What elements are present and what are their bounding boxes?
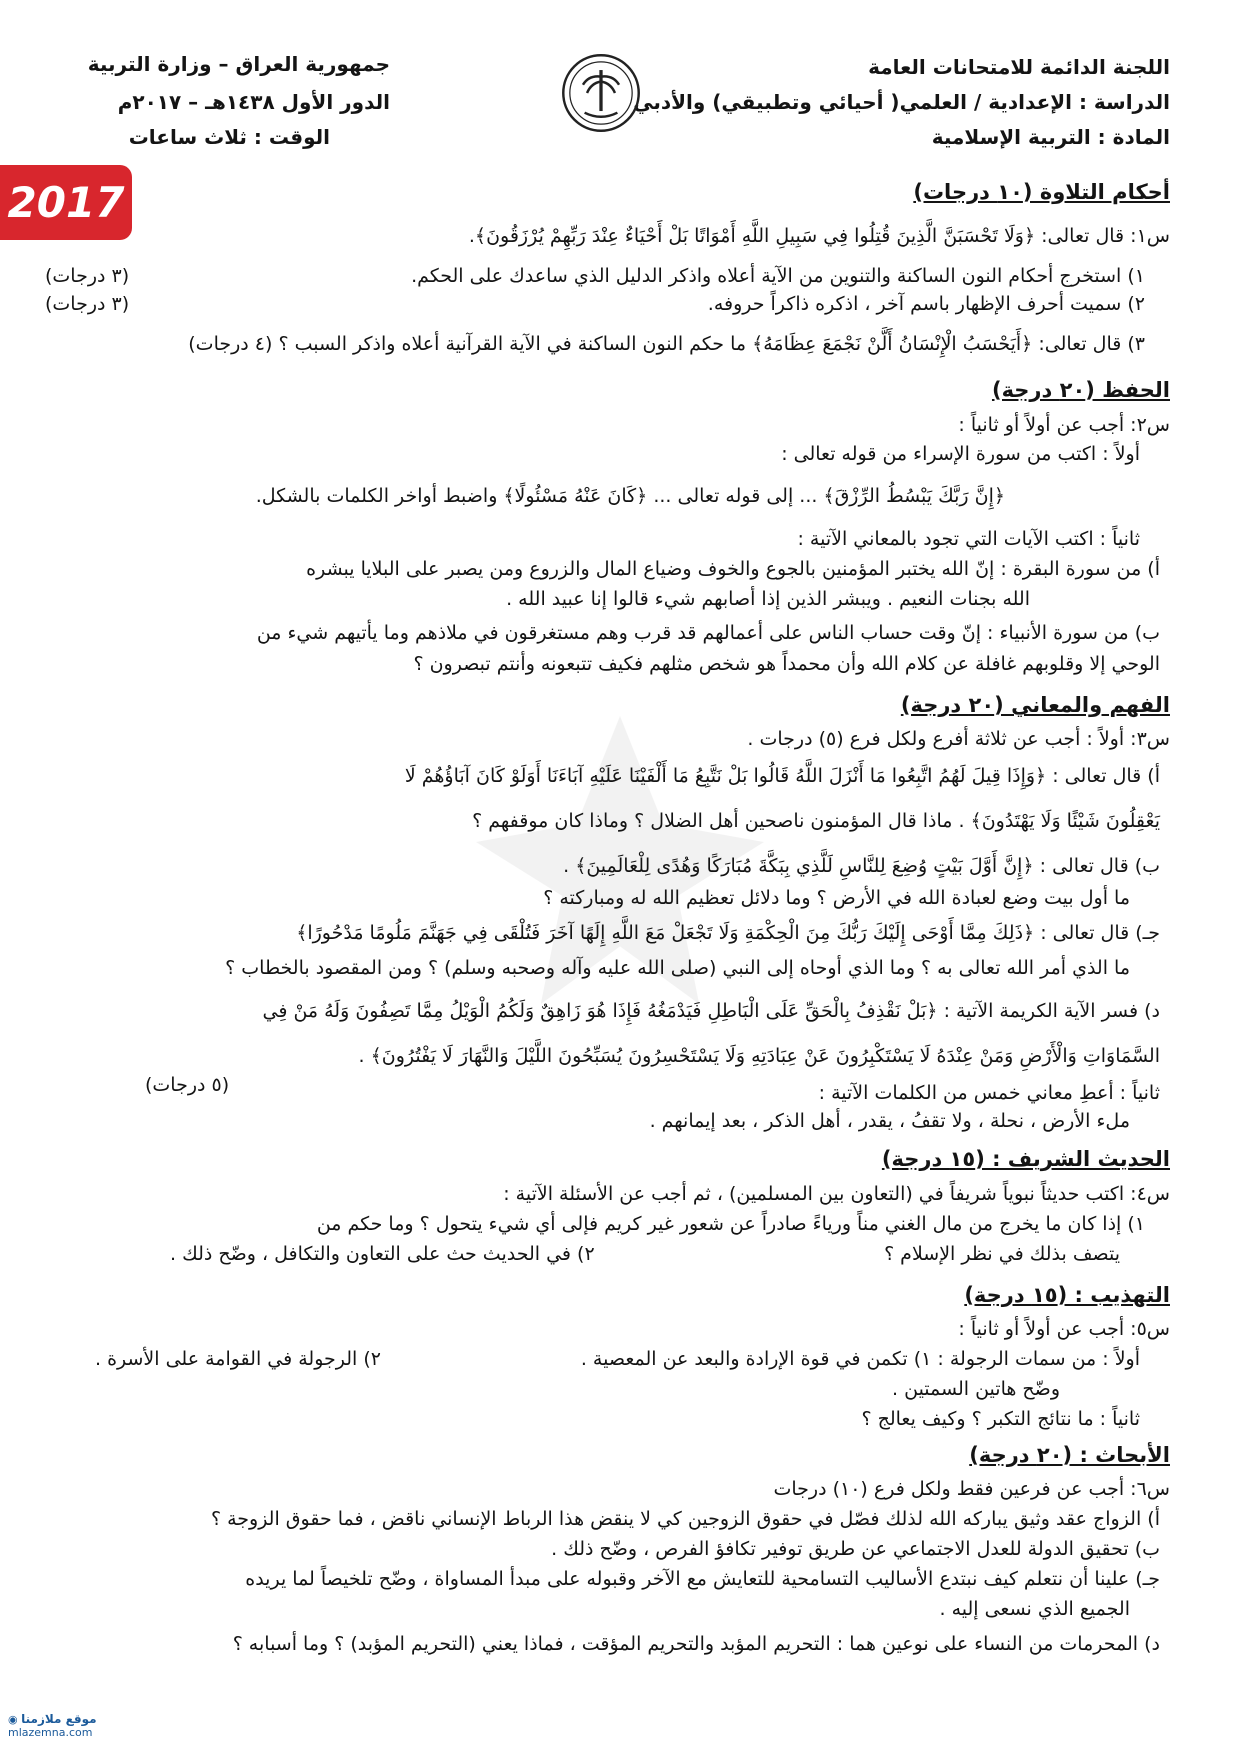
committee-title: اللجنة الدائمة للامتحانات العامة	[868, 55, 1170, 79]
exam-line: الجميع الذي نسعى إليه .	[939, 1598, 1130, 1620]
exam-line: س٦: أجب عن فرعين فقط ولكل فرع (١٠) درجات	[773, 1478, 1170, 1500]
exam-line: ١) استخرج أحكام النون الساكنة والتنوين من الآية أعلاه واذكر الدليل الذي ساعدك على الحكم.	[411, 265, 1145, 287]
exam-line: س٤: اكتب حديثاً نبوياً شريفاً في (التعاون بين المسلمين) ، ثم أجب عن الأسئلة الآتية :	[503, 1183, 1170, 1205]
exam-line: السَّمَاوَاتِ وَالْأَرْضِ وَمَنْ عِنْدَهُ لَا يَسْتَكْبِرُونَ عَنْ عِبَادَتِهِ وَلَا يَسْتَحْسِرُونَ يُسَبِّحُونَ اللَّيْلَ وَالنَّهَارَ لَا يَفْتُرُونَ﴾ .	[358, 1045, 1160, 1067]
section-heading: أحكام التلاوة (١٠ درجات)	[913, 180, 1170, 204]
side-mark: ٢) الرجولة في القوامة على الأسرة .	[95, 1348, 381, 1370]
exam-line: جـ) علينا أن نتعلم كيف نبتدع الأساليب التسامحية للتعايش مع الآخر وقبوله على مبدأ المساواة ، وضّح تلخيصاً لما يريده	[245, 1568, 1160, 1590]
site-name-ar: موقع ملازمنا	[21, 1712, 97, 1726]
exam-line: الوحي إلا وقلوبهم غافلة عن كلام الله وأن محمداً هو شخص مثلهم فكيف تتبعونه وأنتم تبصرون ؟	[413, 653, 1160, 675]
section-heading: الحديث الشريف : (١٥ درجة)	[881, 1147, 1170, 1171]
side-mark: ٢) في الحديث حث على التعاون والتكافل ، وضّح ذلك .	[170, 1243, 595, 1265]
exam-line: أولاً : اكتب من سورة الإسراء من قوله تعالى :	[781, 443, 1140, 465]
exam-line: ١) إذا كان ما يخرج من مال الغني مناً ورياءً صادراً عن شعور غير كريم فإلى أي شيء يتحول ؟ وما حكم من	[316, 1213, 1145, 1235]
exam-line: جـ) قال تعالى : ﴿ذَلِكَ مِمَّا أَوْحَى إِلَيْكَ رَبُّكَ مِنَ الْحِكْمَةِ وَلَا تَجْعَلْ مَعَ اللَّهِ إِلَهًا آخَرَ فَتُلْقَى فِي جَهَنَّمَ مَلُومًا مَدْحُورًا﴾	[296, 922, 1160, 944]
exam-session: الدور الأول ١٤٣٨هـ – ٢٠١٧م	[117, 90, 390, 114]
exam-line: س٥: أجب عن أولاً أو ثانياً :	[958, 1318, 1170, 1340]
study-branch: الدراسة : الإعدادية / العلمي( أحيائي وتطبيقي) والأدبي	[633, 90, 1170, 114]
exam-line: ب) قال تعالى : ﴿إِنَّ أَوَّلَ بَيْتٍ وُضِعَ لِلنَّاسِ لَلَّذِي بِبَكَّةَ مُبَارَكًا وَهُدًى لِلْعَالَمِينَ﴾ .	[563, 855, 1160, 877]
section-heading: الفهم والمعاني (٢٠ درجة)	[900, 693, 1170, 717]
exam-line: د) المحرمات من النساء على نوعين هما : التحريم المؤبد والتحريم المؤقت ، فماذا يعني (التحريم المؤبد) ؟ وما أسبابه ؟	[232, 1633, 1160, 1655]
exam-line: يَعْقِلُونَ شَيْئًا وَلَا يَهْتَدُونَ﴾ . ماذا قال المؤمنون ناصحين أهل الضلال ؟ وماذا كان موقفهم ؟	[472, 810, 1160, 832]
globe-icon: ◉	[8, 1713, 18, 1726]
exam-line: ب) من سورة الأنبياء : إنّ وقت حساب الناس على أعمالهم قد قرب وهم مستغرقون في ملاذهم وما يأتيهم شيء من	[256, 622, 1160, 644]
ministry-emblem-icon	[560, 52, 642, 134]
exam-duration: الوقت : ثلاث ساعات	[128, 125, 330, 149]
side-mark: (٥ درجات)	[145, 1074, 230, 1096]
exam-line: ثانياً : أعطِ معاني خمس من الكلمات الآتية :	[818, 1082, 1160, 1104]
exam-line: س٣: أولاً : أجب عن ثلاثة أفرع ولكل فرع (٥) درجات .	[747, 728, 1170, 750]
exam-line: ملء الأرض ، نحلة ، ولا تقفُ ، يقدر ، أهل الذكر ، بعد إيمانهم .	[649, 1110, 1130, 1132]
section-heading: التهذيب : (١٥ درجة)	[964, 1283, 1170, 1307]
exam-line: ٣) قال تعالى: ﴿أَيَحْسَبُ الْإِنْسَانُ أَلَّنْ نَجْمَعَ عِظَامَهُ﴾ ما حكم النون الساكنة في الآية القرآنية أعلاه واذكر السبب ؟ (٤ درجات)	[188, 333, 1145, 355]
subject-name: المادة : التربية الإسلامية	[931, 125, 1170, 149]
exam-line: وضّح هاتين السمتين .	[892, 1378, 1060, 1400]
exam-line: ﴿إِنَّ رَبَّكَ يَبْسُطُ الرِّزْقَ﴾ ... إلى قوله تعالى ... ﴿كَانَ عَنْهُ مَسْئُولًا﴾ واضبط أواخر الكلمات بالشكل.	[255, 485, 1005, 507]
site-footer-logo	[8, 1712, 97, 1739]
site-name-en: mlazemna.com	[8, 1726, 93, 1739]
exam-line: ٢) سميت أحرف الإظهار باسم آخر ، اذكره ذاكراً حروفه.	[707, 293, 1145, 315]
exam-line: الله بجنات النعيم . ويبشر الذين إذا أصابهم شيء قالوا إنا عبيد الله .	[506, 588, 1030, 610]
exam-line: أ) من سورة البقرة : إنّ الله يختبر المؤمنين بالجوع والخوف وضياع المال والزروع ومن يصبر على البلايا يبشره	[306, 558, 1160, 580]
exam-line: ثانياً : اكتب الآيات التي تجود بالمعاني الآتية :	[797, 528, 1140, 550]
exam-line: ثانياً : ما نتائج التكبر ؟ وكيف يعالج ؟	[861, 1408, 1140, 1430]
exam-line: أ) قال تعالى : ﴿وَإِذَا قِيلَ لَهُمُ اتَّبِعُوا مَا أَنْزَلَ اللَّهُ قَالُوا بَلْ نَتَّبِعُ مَا أَلْفَيْنَا عَلَيْهِ آبَاءَنَا أَوَلَوْ كَانَ آبَاؤُهُمْ لَا	[404, 765, 1160, 787]
side-mark: (٣ درجات)	[45, 293, 130, 315]
republic-ministry: جمهورية العراق – وزارة التربية	[87, 52, 390, 76]
exam-line: س٢: أجب عن أولاً أو ثانياً :	[958, 414, 1170, 436]
section-heading: الأبحاث : (٢٠ درجة)	[969, 1443, 1170, 1467]
year-badge: 2017	[0, 165, 132, 240]
exam-line: أولاً : من سمات الرجولة : ١) تكمن في قوة الإرادة والبعد عن المعصية .	[580, 1348, 1140, 1370]
side-mark: (٣ درجات)	[45, 265, 130, 287]
exam-line: أ) الزواج عقد وثيق يباركه الله لذلك فصّل في حقوق الزوجين كي لا ينقض هذا الرباط الإنساني ناقض ، فما حقوق الزوجة ؟	[210, 1508, 1160, 1530]
exam-line: ما أول بيت وضع لعبادة الله في الأرض ؟ وما دلائل تعظيم الله له ومباركته ؟	[543, 887, 1130, 909]
exam-line: ما الذي أمر الله تعالى به ؟ وما الذي أوحاه إلى النبي (صلى الله عليه وآله وصحبه وسلم) ؟ ومن المقصود بالخطاب ؟	[225, 957, 1130, 979]
exam-line: س١: قال تعالى: ﴿وَلَا تَحْسَبَنَّ الَّذِينَ قُتِلُوا فِي سَبِيلِ اللَّهِ أَمْوَاتًا بَلْ أَحْيَاءٌ عِنْدَ رَبِّهِمْ يُرْزَقُونَ﴾.	[468, 225, 1170, 247]
exam-line: ب) تحقيق الدولة للعدل الاجتماعي عن طريق توفير تكافؤ الفرص ، وضّح ذلك .	[551, 1538, 1160, 1560]
exam-line: يتصف بذلك في نظر الإسلام ؟	[884, 1243, 1120, 1265]
section-heading: الحفظ (٢٠ درجة)	[991, 378, 1170, 402]
exam-line: د) فسر الآية الكريمة الآتية : ﴿بَلْ نَقْذِفُ بِالْحَقِّ عَلَى الْبَاطِلِ فَيَدْمَغُهُ فَإِذَا هُوَ زَاهِقٌ وَلَكُمُ الْوَيْلُ مِمَّا تَصِفُونَ وَلَهُ مَنْ فِي	[262, 1000, 1160, 1022]
